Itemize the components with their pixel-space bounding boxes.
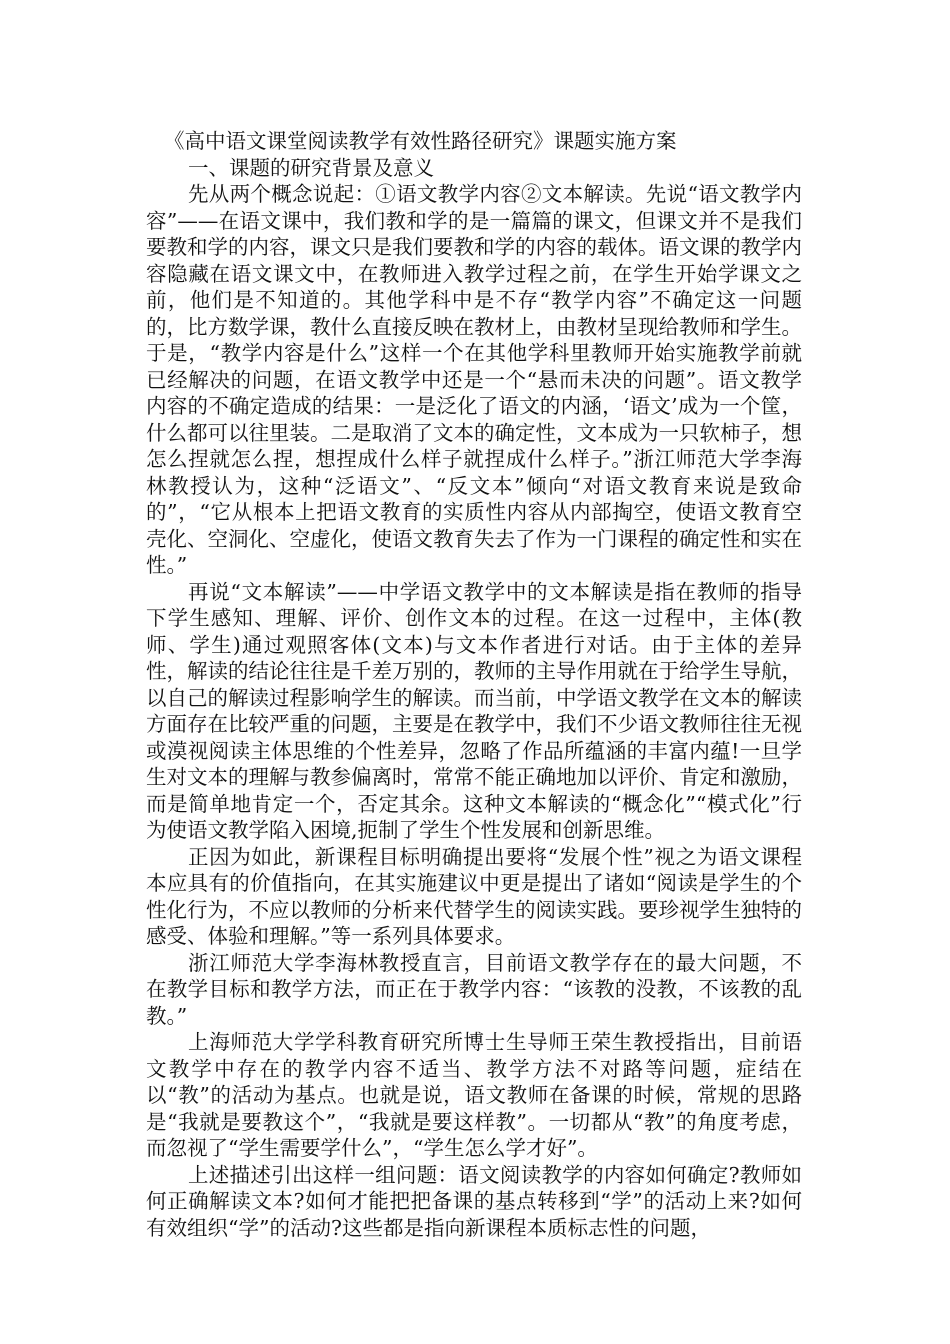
paragraph-new-curriculum: 正因为如此，新课程目标明确提出要将“发展个性”视之为语文课程本应具有的价值指向，在其实施建议中更是提出了诸如“阅读是学生的个性化行为，不应以教师的分析来代替学生的阅读实践。要珍视学生独特的感受、体验和理解。”等一系列具体要求。 bbox=[146, 844, 802, 948]
paragraph-concepts: 先从两个概念说起：①语文教学内容②文本解读。先说“语文教学内容”——在语文课中，我们教和学的是一篇篇的课文，但课文并不是我们要教和学的内容，课文只是我们要教和学的内容的载体。语文课的教学内容隐藏在语文课文中，在教师进入教学过程之前，在学生开始学课文之前，他们是不知道的。其他学科中是不存“教学内容”不确定这一问题的，比方数学课，教什么直接反映在教材上，由教材呈现给教师和学生。于是，“教学内容是什么”这样一个在其他学科里教师开始实施教学前就已经解决的问题，在语文教学中还是一个“悬而未决的问题”。语文教学内容的不确定造成的结果：一是泛化了语文的内涵，‘语文’成为一个筐，什么都可以往里装。二是取消了文本的确定性，文本成为一只软柿子，想怎么捏就怎么捏，想捏成什么样子就捏成什么样子。”浙江师范大学李海林教授认为，这种“泛语文”、“反文本”倾向“对语文教育来说是致命的”，“它从根本上把语文教育的实质性内容从内部掏空，使语文教育空壳化、空洞化、空虚化，使语文教育失去了作为一门课程的确定性和实在性。” bbox=[146, 182, 802, 577]
paragraph-text-interpretation: 再说“文本解读”——中学语文教学中的文本解读是指在教师的指导下学生感知、理解、评价、创作文本的过程。在这一过程中，主体(教师、学生)通过观照客体(文本)与文本作者进行对话。由于主体的差异性，解读的结论往往是千差万别的，教师的主导作用就在于给学生导航，以自己的解读过程影响学生的解读。而当前，中学语文教学在文本的解读方面存在比较严重的问题，主要是在教学中，我们不少语文教师往往无视或漠视阅读主体思维的个性差异，忽略了作品所蕴涵的丰富内蕴!一旦学生对文本的理解与教参偏离时，常常不能正确地加以评价、肯定和激励，而是简单地肯定一个，否定其余。这种文本解读的“概念化”“模式化”行为使语文教学陷入困境,扼制了学生个性发展和创新思维。 bbox=[146, 579, 802, 842]
section-heading: 一、课题的研究背景及意义 bbox=[188, 155, 434, 180]
paragraph-li-hailin: 浙江师范大学李海林教授直言，目前语文教学存在的最大问题，不在教学目标和教学方法，而正在于教学内容：“该教的没教，不该教的乱教。” bbox=[146, 950, 802, 1028]
paragraph-questions: 上述描述引出这样一组问题：语文阅读教学的内容如何确定?教师如何正确解读文本?如何才能把把备课的基点转移到“学”的活动上来?如何有效组织“学”的活动?这些都是指向新课程本质标志性的问题， bbox=[146, 1162, 802, 1240]
document-title: 《高中语文课堂阅读教学有效性路径研究》课题实施方案 bbox=[164, 129, 677, 153]
paragraph-wang-rongsheng: 上海师范大学学科教育研究所博士生导师王荣生教授指出，目前语文教学中存在的教学内容不适当、教学方法不对路等问题，症结在以“教”的活动为基点。也就是说，语文教师在备课的时候，常规的思路是“我就是要教这个”，“我就是要这样教”。一切都从“教”的角度考虑，而忽视了“学生需要学什么”，“学生怎么学才好”。 bbox=[146, 1030, 802, 1160]
document-page bbox=[146, 128, 802, 1241]
